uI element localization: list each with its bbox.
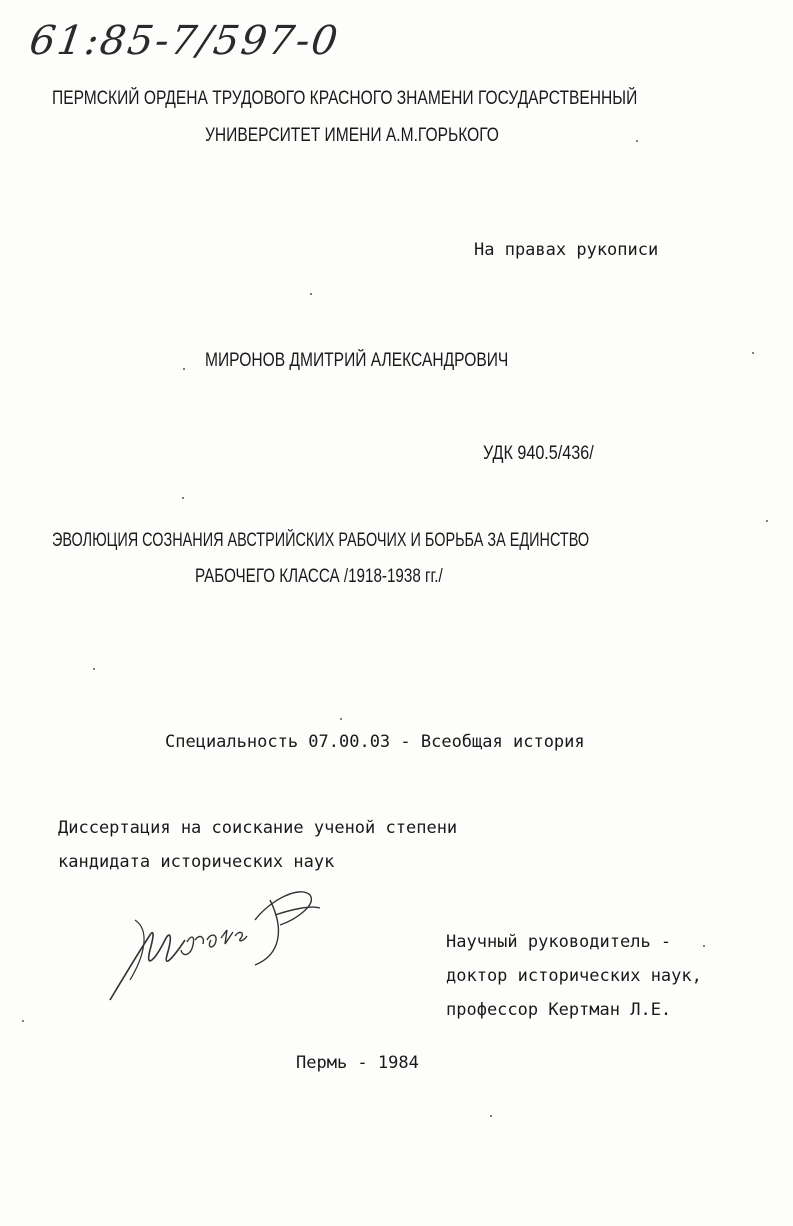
dissertation-line1: Диссертация на соискание ученой степени	[58, 818, 458, 838]
speck	[22, 1020, 24, 1022]
supervisor-line3: профессор Кертман Л.Е.	[446, 1000, 672, 1020]
supervisor-line2: доктор исторических наук,	[446, 966, 702, 986]
speck	[636, 140, 638, 142]
speck	[490, 1115, 492, 1117]
udk-code: УДК 940.5/436/	[483, 443, 594, 464]
city-year: Пермь - 1984	[296, 1053, 419, 1073]
speck	[182, 497, 184, 499]
speck	[340, 718, 342, 720]
author-name: МИРОНОВ ДМИТРИЙ АЛЕКСАНДРОВИЧ	[205, 350, 509, 371]
specialty: Специальность 07.00.03 - Всеобщая история	[165, 732, 585, 752]
speck	[310, 293, 312, 295]
manuscript-note: На правах рукописи	[474, 240, 659, 260]
speck	[703, 945, 705, 947]
thesis-title-line2: РАБОЧЕГО КЛАССА /1918-1938 гг./	[195, 566, 443, 587]
university-header-line1: ПЕРМСКИЙ ОРДЕНА ТРУДОВОГО КРАСНОГО ЗНАМЕНИ ГОСУДАРСТВЕННЫЙ	[52, 88, 638, 109]
speck	[752, 352, 754, 354]
speck	[766, 520, 768, 522]
dissertation-line2: кандидата исторических наук	[58, 852, 335, 872]
university-header-line2: УНИВЕРСИТЕТ ИМЕНИ А.М.ГОРЬКОГО	[205, 125, 499, 146]
speck	[183, 368, 185, 370]
archive-code: 61:85-7/597-0	[26, 18, 343, 64]
supervisor-line1: Научный руководитель -	[446, 932, 672, 952]
speck	[93, 668, 95, 670]
signature	[95, 880, 335, 1020]
thesis-title-line1: ЭВОЛЮЦИЯ СОЗНАНИЯ АВСТРИЙСКИХ РАБОЧИХ И БОРЬБА ЗА ЕДИНСТВО	[52, 530, 590, 551]
